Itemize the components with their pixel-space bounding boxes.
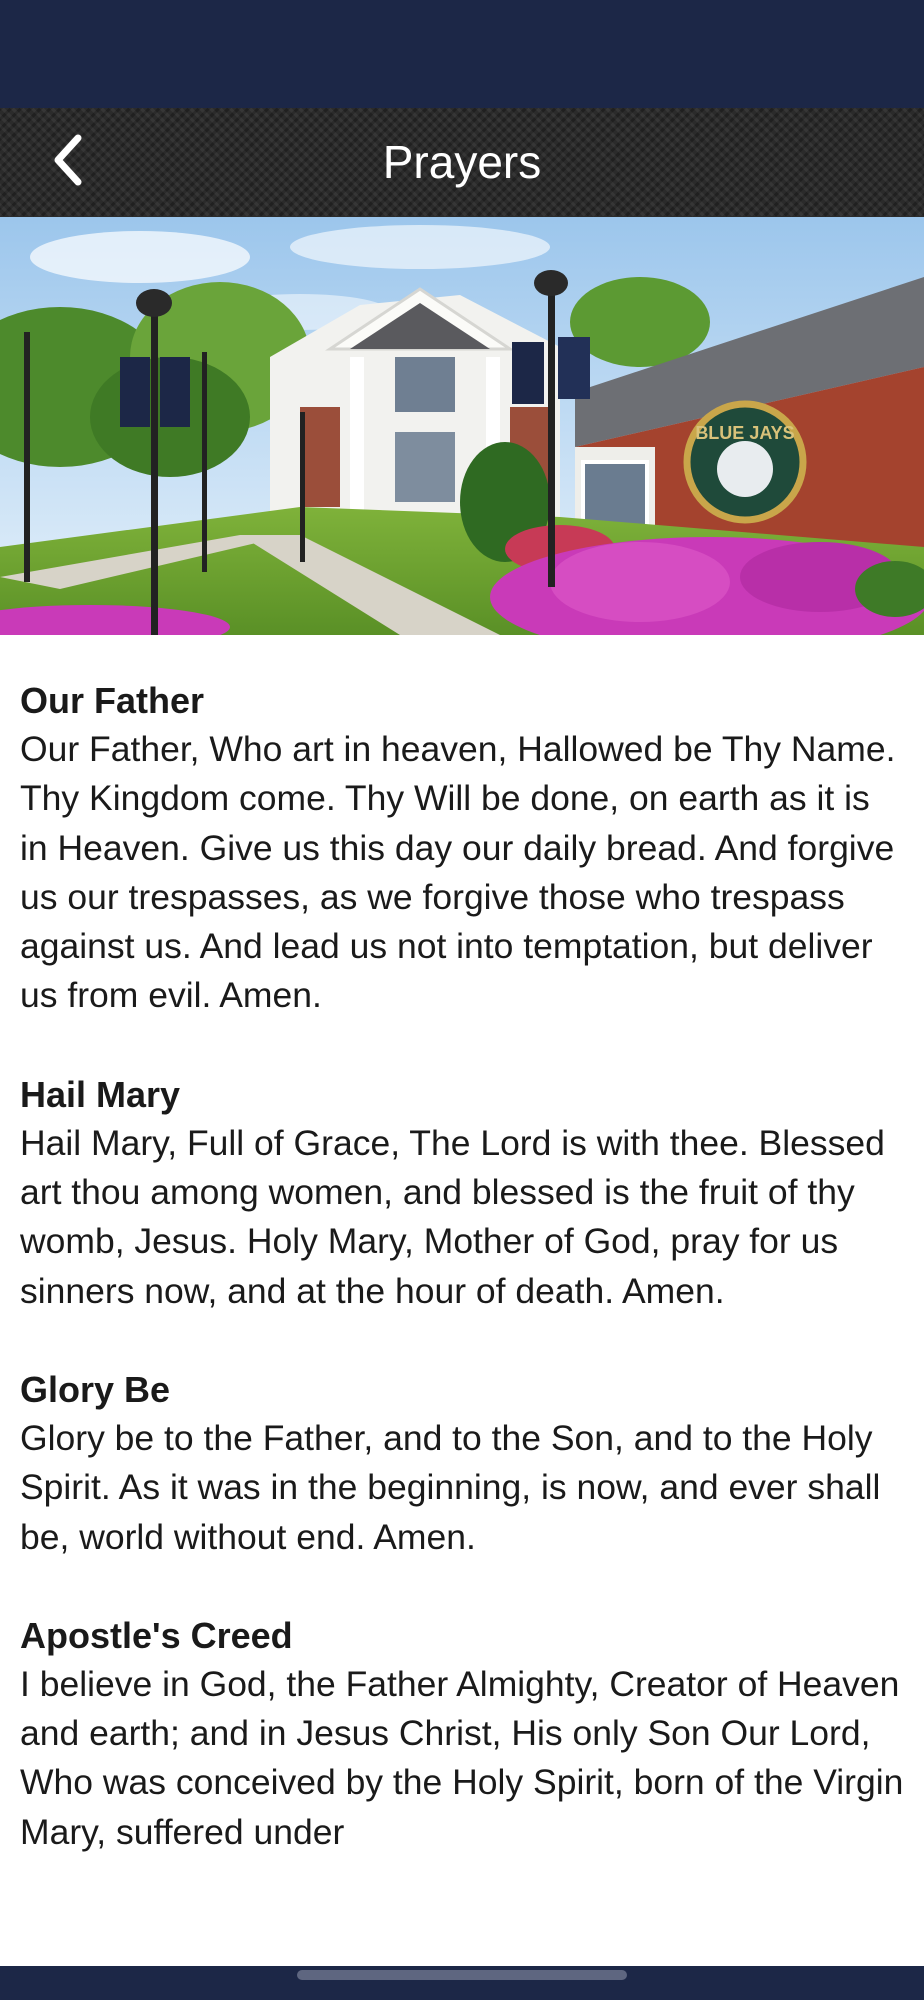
- navigation-bar: [0, 108, 924, 217]
- prayers-list: [20, 676, 904, 1966]
- campus-photo: [0, 217, 924, 635]
- prayer-text: Our Father, Who art in heaven, Hallowed be Thy Name. Thy Kingdom come. Thy Will be done, on earth as it is in Heaven. Give us this day our daily bread. And forgive us our trespasses, as we forgive those who trespass against us. And lead us not into temptation, but deliver us from evil. Amen.: [20, 729, 896, 1016]
- prayer-text: Glory be to the Father, and to the Son, and to the Holy Spirit. As it was in the beginning, is now, and ever shall be, world without end. Amen.: [20, 1417, 881, 1557]
- prayer-text: I believe in God, the Father Almighty, Creator of Heaven and earth; and in Jesus Christ, His only Son Our Lord, Who was conceived by the Holy Spirit, born of the Virgin Mary, suffered under: [20, 1663, 904, 1852]
- prayer-title: Apostle's Creed: [20, 1614, 293, 1656]
- prayer-our-father: [20, 676, 904, 1021]
- home-indicator[interactable]: [297, 1970, 627, 1980]
- status-bar: [0, 0, 924, 108]
- blue-jays-sign: BLUE JAYS: [695, 423, 795, 443]
- prayer-title: Our Father: [20, 680, 205, 721]
- prayer-hail-mary: [20, 1070, 904, 1316]
- prayer-title: Hail Mary: [20, 1073, 181, 1115]
- prayer-apostles-creed: [20, 1611, 904, 1857]
- prayer-glory-be: [20, 1365, 904, 1562]
- prayer-text: Hail Mary, Full of Grace, The Lord is with thee. Blessed art thou among women, and blessed is the fruit of thy womb, Jesus. Holy Mary, Mother of God, pray for us sinners now, and at the hour of death. Amen.: [20, 1122, 885, 1311]
- page-title: Prayers: [382, 136, 542, 188]
- prayer-title: Glory Be: [20, 1368, 171, 1410]
